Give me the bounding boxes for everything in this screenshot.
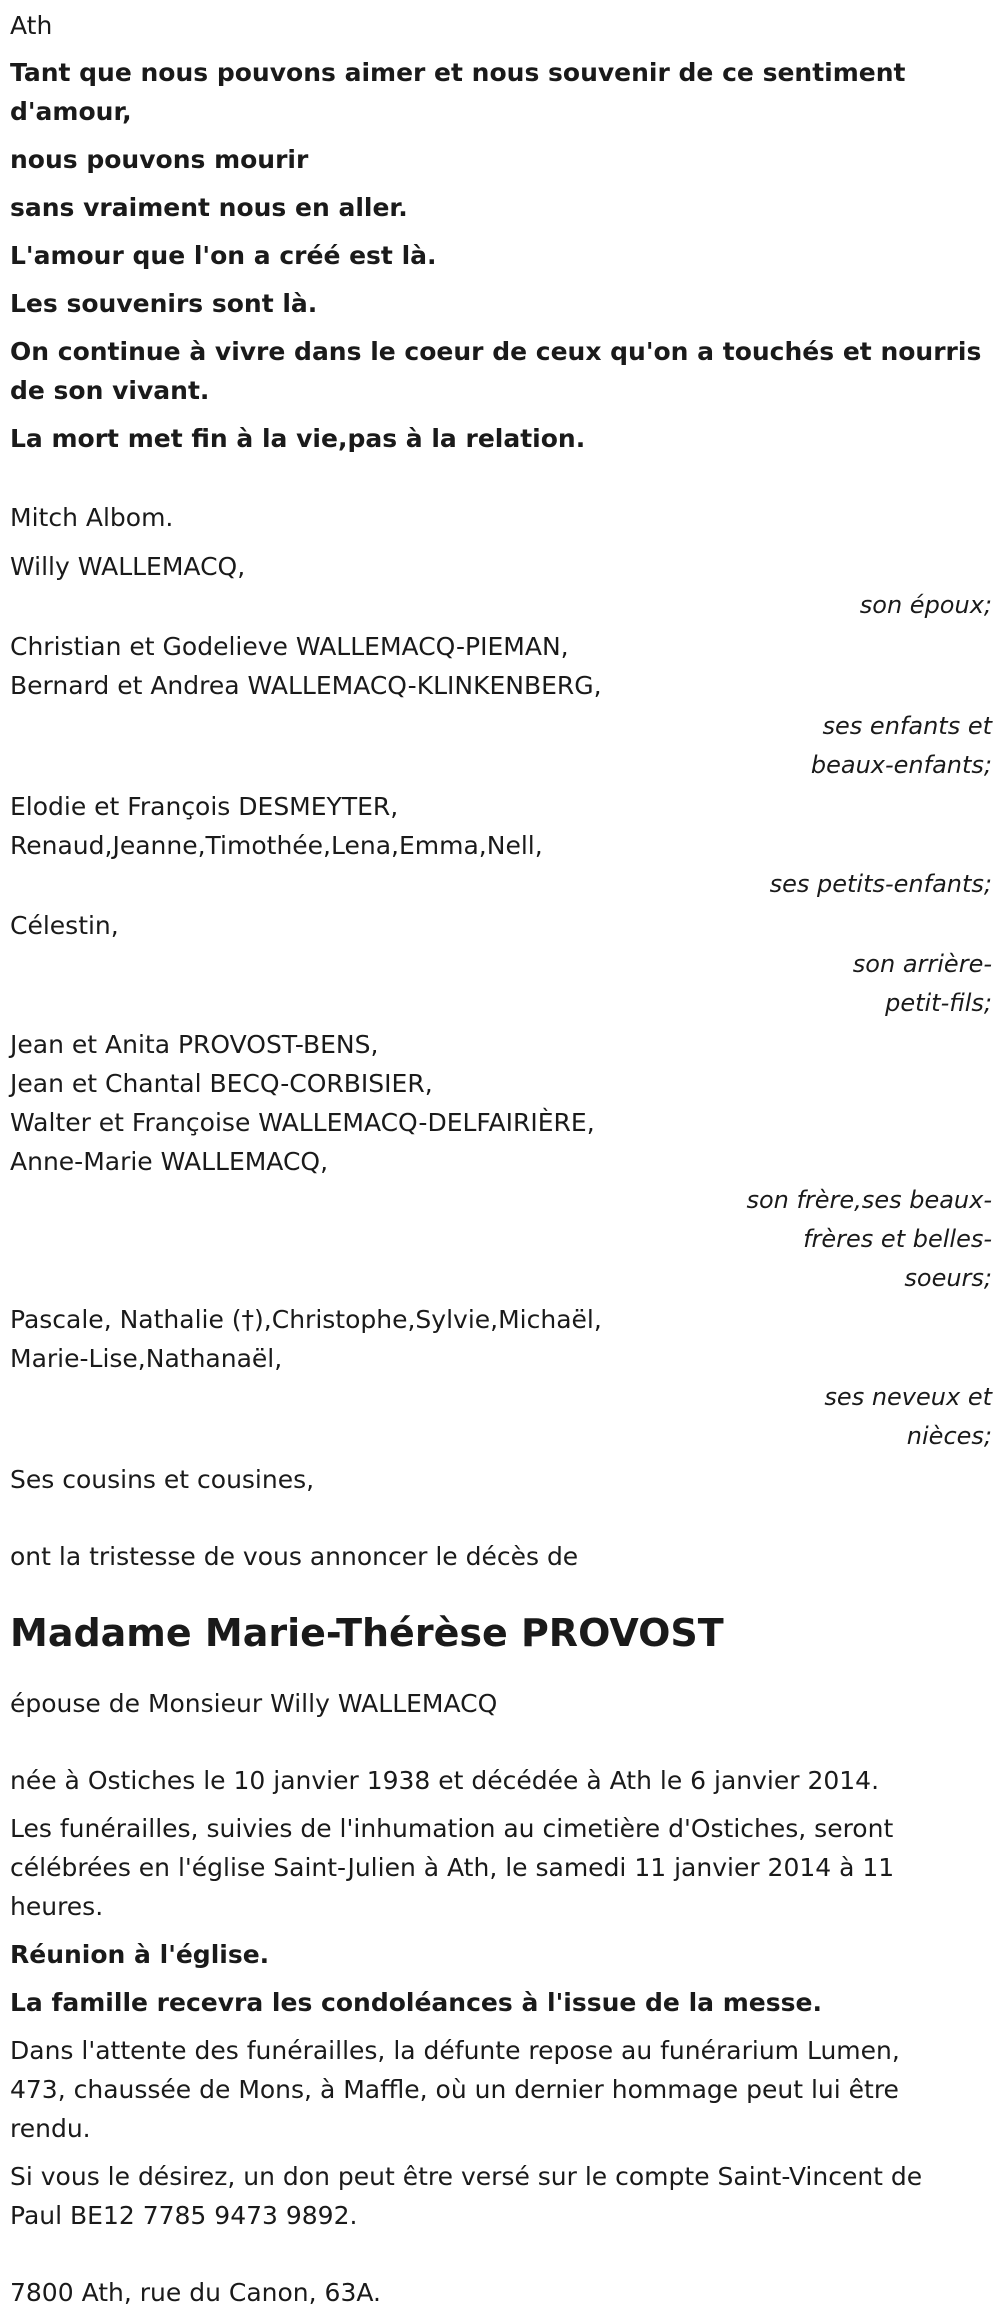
nephews-relation: ses neveux et (824, 1383, 992, 1411)
rest-info (10, 2031, 992, 2148)
family-children (10, 627, 992, 785)
nephew-name: Marie-Lise,Nathanaël, (10, 1344, 283, 1373)
poem-line: La mort met fin à la vie,pas à la relation. (10, 424, 586, 453)
poem-line: Les souvenirs sont là. (10, 289, 318, 318)
meeting-note: Réunion à l'église. (10, 1940, 270, 1969)
siblings-relation: son frère,ses beaux- (746, 1186, 992, 1214)
family-great-grandson (10, 906, 992, 1023)
grandchildren-name: Renaud,Jeanne,Timothée,Lena,Emma,Nell, (10, 831, 543, 860)
born-died: née à Ostiches le 10 janvier 1938 et décédée à Ath le 6 janvier 2014. (10, 1766, 880, 1795)
family-siblings (10, 1025, 992, 1298)
children-relation: beaux-enfants; (810, 751, 992, 779)
sibling-name: Jean et Chantal BECQ-CORBISIER, (10, 1069, 433, 1098)
family-grandchildren (10, 787, 992, 904)
nephews-relation: nièces; (906, 1422, 992, 1450)
great-grandson-name: Célestin, (10, 911, 119, 940)
grandchildren-relation: ses petits-enfants; (769, 870, 992, 898)
nephew-name: Pascale, Nathalie (†),Christophe,Sylvie,Michaël, (10, 1305, 602, 1334)
funeral-line: Les funérailles, suivies de l'inhumation au cimetière d'Ostiches, seront (10, 1814, 894, 1843)
children-name: Christian et Godelieve WALLEMACQ-PIEMAN, (10, 632, 569, 661)
donation-line: Si vous le désirez, un don peut être versé sur le compte Saint-Vincent de (10, 2162, 923, 2191)
donation-info (10, 2157, 992, 2235)
children-name: Bernard et Andrea WALLEMACQ-KLINKENBERG, (10, 671, 602, 700)
obituary-column (10, 0, 992, 2312)
great-grandson-relation: petit-fils; (885, 989, 992, 1017)
deceased-name: Madame Marie-Thérèse PROVOST (10, 1611, 724, 1655)
donation-line: Paul BE12 7785 9473 9892. (10, 2201, 358, 2230)
poem-line: sans vraiment nous en aller. (10, 193, 408, 222)
rest-line: Dans l'attente des funérailles, la défunte repose au funérarium Lumen, (10, 2036, 900, 2065)
announcement: ont la tristesse de vous annoncer le décès de (10, 1542, 579, 1571)
cousins: Ses cousins et cousines, (10, 1465, 315, 1494)
grandchildren-name: Elodie et François DESMEYTER, (10, 792, 399, 821)
poem-line: On continue à vivre dans le coeur de ceux qu'on a touchés et nourris de son vivant. (10, 337, 982, 405)
siblings-relation: frères et belles- (803, 1225, 992, 1253)
rest-line: rendu. (10, 2114, 91, 2143)
poem-line: Tant que nous pouvons aimer et nous souvenir de ce sentiment d'amour, (10, 58, 906, 126)
funeral-line: célébrées en l'église Saint-Julien à Ath, le samedi 11 janvier 2014 à 11 (10, 1853, 895, 1882)
family-nephews (10, 1300, 992, 1456)
poem-line: nous pouvons mourir (10, 145, 309, 174)
sibling-name: Anne-Marie WALLEMACQ, (10, 1147, 329, 1176)
address: 7800 Ath, rue du Canon, 63A. (10, 2278, 381, 2307)
poem (10, 53, 992, 458)
siblings-relation: soeurs; (904, 1264, 992, 1292)
condolences-note: La famille recevra les condoléances à l'issue de la messe. (10, 1988, 822, 2017)
spouse-names: Willy WALLEMACQ, (10, 552, 246, 581)
family-spouse (10, 547, 992, 625)
great-grandson-relation: son arrière- (852, 950, 992, 978)
funeral-info (10, 1809, 992, 1926)
spouse-relation: son époux; (859, 591, 992, 619)
poem-line: L'amour que l'on a créé est là. (10, 241, 437, 270)
rest-line: 473, chaussée de Mons, à Maffle, où un dernier hommage peut lui être (10, 2075, 899, 2104)
spouse-of: épouse de Monsieur Willy WALLEMACQ (10, 1689, 498, 1718)
poem-author: Mitch Albom. (10, 503, 174, 532)
children-relation: ses enfants et (822, 712, 992, 740)
funeral-line: heures. (10, 1892, 104, 1921)
sibling-name: Walter et Françoise WALLEMACQ-DELFAIRIÈRE, (10, 1108, 595, 1137)
sibling-name: Jean et Anita PROVOST-BENS, (10, 1030, 379, 1059)
location: Ath (10, 11, 53, 40)
